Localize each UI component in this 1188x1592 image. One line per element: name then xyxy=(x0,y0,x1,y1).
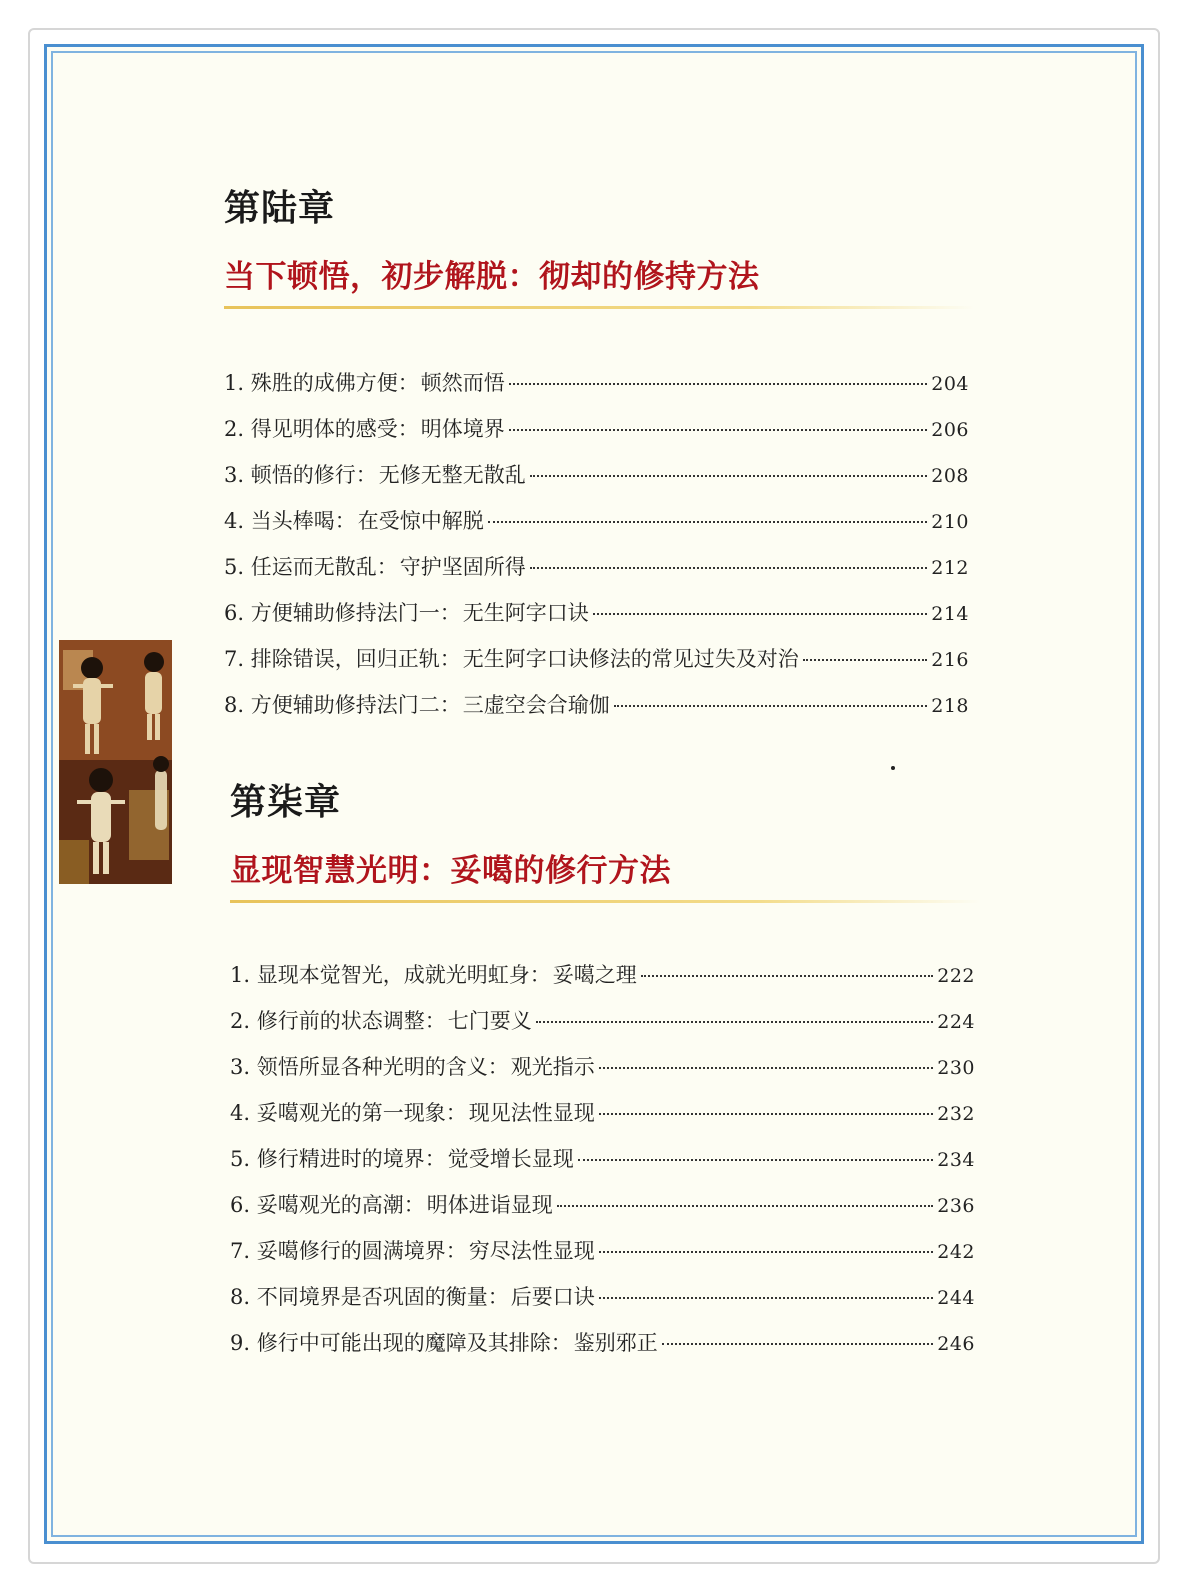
toc-entry-subtitle: 无生阿字口诀修法的常见过失及对治 xyxy=(462,647,799,671)
toc-page-number: 214 xyxy=(931,603,969,625)
toc-entry-title: 9. 修行中可能出现的魔障及其排除： xyxy=(230,1331,572,1355)
toc-entry-title: 6. 妥噶观光的高潮： xyxy=(230,1193,425,1217)
toc-entry-title: 6. 方便辅助修持法门一： xyxy=(224,601,461,625)
dot-leader xyxy=(530,566,928,569)
mural-figures-image xyxy=(59,640,172,884)
toc-page-number: 212 xyxy=(931,557,969,579)
toc-list xyxy=(230,959,990,1373)
toc-page-number: 230 xyxy=(937,1057,975,1079)
toc-page-number: 224 xyxy=(937,1011,975,1033)
toc-entry[interactable] xyxy=(230,1235,975,1281)
toc-entry-title: 1. 显现本觉智光，成就光明虹身： xyxy=(230,963,551,987)
toc-entry-subtitle: 觉受增长显现 xyxy=(447,1147,574,1171)
toc-entry-title: 1. 殊胜的成佛方便： xyxy=(224,371,419,395)
toc-entry[interactable] xyxy=(224,367,969,413)
dot-leader xyxy=(662,1342,934,1345)
toc-page-number: 244 xyxy=(937,1287,975,1309)
title-underline xyxy=(224,306,974,309)
toc-entry[interactable] xyxy=(230,1051,975,1097)
dot-leader xyxy=(803,658,928,661)
chapter-number: 第柒章 xyxy=(230,782,342,823)
toc-entry-subtitle: 三虚空会合瑜伽 xyxy=(462,693,610,717)
toc-entry-subtitle: 守护坚固所得 xyxy=(399,555,526,579)
toc-entry[interactable] xyxy=(224,597,969,643)
toc-page-number: 242 xyxy=(937,1241,975,1263)
print-speck xyxy=(891,766,895,770)
chapter-title: 显现智慧光明：妥噶的修行方法 xyxy=(230,853,671,889)
dot-leader xyxy=(509,428,928,431)
toc-page-number: 246 xyxy=(937,1333,975,1355)
dot-leader xyxy=(614,704,928,707)
toc-page-number: 210 xyxy=(931,511,969,533)
toc-entry-subtitle: 鉴别邪正 xyxy=(573,1331,658,1355)
toc-entry-title: 5. 修行精进时的境界： xyxy=(230,1147,446,1171)
toc-entry-title: 5. 任运而无散乱： xyxy=(224,555,398,579)
toc-entry-subtitle: 明体进诣显现 xyxy=(426,1193,553,1217)
toc-entry[interactable] xyxy=(224,689,969,735)
toc-page-number: 232 xyxy=(937,1103,975,1125)
toc-page-number: 204 xyxy=(931,373,969,395)
dot-leader xyxy=(536,1020,934,1023)
toc-entry[interactable] xyxy=(230,1097,975,1143)
dot-leader xyxy=(488,520,928,523)
dot-leader xyxy=(599,1066,934,1069)
toc-entry[interactable] xyxy=(230,1327,975,1373)
toc-entry-title: 2. 修行前的状态调整： xyxy=(230,1009,446,1033)
toc-entry[interactable] xyxy=(230,1189,975,1235)
toc-entry-subtitle: 穷尽法性显现 xyxy=(468,1239,595,1263)
dot-leader xyxy=(599,1296,934,1299)
toc-entry[interactable] xyxy=(224,551,969,597)
chapter-title: 当下顿悟，初步解脱：彻却的修持方法 xyxy=(224,259,760,295)
toc-list xyxy=(224,367,984,735)
dot-leader xyxy=(557,1204,934,1207)
toc-entry-subtitle: 无修无整无散乱 xyxy=(378,463,526,487)
toc-entry-subtitle: 顿然而悟 xyxy=(420,371,505,395)
toc-entry-subtitle: 妥噶之理 xyxy=(552,963,637,987)
dot-leader xyxy=(530,474,928,477)
dot-leader xyxy=(509,382,928,385)
toc-entry[interactable] xyxy=(224,459,969,505)
toc-entry-subtitle: 明体境界 xyxy=(420,417,505,441)
title-underline xyxy=(230,900,980,903)
toc-entry-title: 4. 当头棒喝： xyxy=(224,509,356,533)
toc-page-number: 234 xyxy=(937,1149,975,1171)
toc-page-number: 216 xyxy=(931,649,969,671)
toc-page-number: 208 xyxy=(931,465,969,487)
toc-page-number: 206 xyxy=(931,419,969,441)
chapter-6 xyxy=(224,180,984,735)
dot-leader xyxy=(641,974,934,977)
dot-leader xyxy=(599,1112,934,1115)
toc-entry-title: 8. 不同境界是否巩固的衡量： xyxy=(230,1285,509,1309)
toc-entry-title: 7. 排除错误，回归正轨： xyxy=(224,647,461,671)
toc-entry[interactable] xyxy=(230,959,975,1005)
toc-entry[interactable] xyxy=(224,643,969,689)
toc-entry-subtitle: 观光指示 xyxy=(510,1055,595,1079)
toc-entry[interactable] xyxy=(224,505,969,551)
toc-entry-title: 7. 妥噶修行的圆满境界： xyxy=(230,1239,467,1263)
toc-page-number: 218 xyxy=(931,695,969,717)
dot-leader xyxy=(599,1250,934,1253)
toc-entry-title: 3. 领悟所显各种光明的含义： xyxy=(230,1055,509,1079)
toc-entry[interactable] xyxy=(230,1005,975,1051)
chapter-number: 第陆章 xyxy=(224,188,336,229)
toc-entry-title: 2. 得见明体的感受： xyxy=(224,417,419,441)
toc-entry[interactable] xyxy=(230,1143,975,1189)
toc-entry-subtitle: 无生阿字口诀 xyxy=(462,601,589,625)
toc-entry[interactable] xyxy=(230,1281,975,1327)
toc-entry-subtitle: 后要口诀 xyxy=(510,1285,595,1309)
dot-leader xyxy=(593,612,928,615)
toc-entry-subtitle: 七门要义 xyxy=(447,1009,532,1033)
toc-entry-subtitle: 在受惊中解脱 xyxy=(357,509,484,533)
chapter-7 xyxy=(230,774,990,1373)
toc-entry-title: 4. 妥噶观光的第一现象： xyxy=(230,1101,467,1125)
toc-entry[interactable] xyxy=(224,413,969,459)
toc-page-number: 236 xyxy=(937,1195,975,1217)
dot-leader xyxy=(578,1158,934,1161)
toc-entry-subtitle: 现见法性显现 xyxy=(468,1101,595,1125)
toc-entry-title: 8. 方便辅助修持法门二： xyxy=(224,693,461,717)
toc-page-number: 222 xyxy=(937,965,975,987)
toc-entry-title: 3. 顿悟的修行： xyxy=(224,463,377,487)
